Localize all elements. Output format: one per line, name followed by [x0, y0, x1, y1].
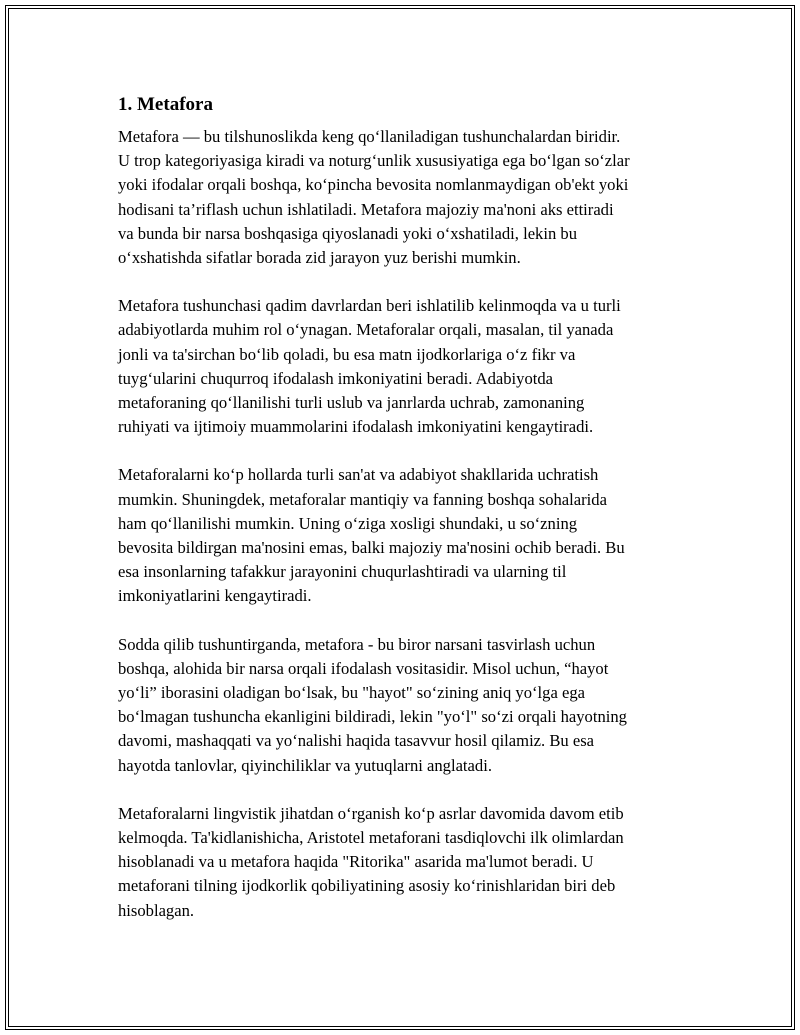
paragraph	[118, 633, 718, 778]
paragraph-line: tuyg‘ularini chuqurroq ifodalash imkoniyatini beradi. Adabiyotda	[118, 368, 554, 388]
paragraph-line: bevosita bildirgan ma'nosini emas, balki majoziy ma'nosini ochib beradi. Bu	[118, 538, 625, 558]
paragraph-line: hodisani ta’riflash uchun ishlatiladi. Metafora majoziy ma'noni aks ettiradi	[118, 199, 614, 219]
paragraph-line: o‘xshatishda sifatlar borada zid jarayon yuz berishi mumkin.	[118, 248, 521, 268]
paragraph-line: boshqa, alohida bir narsa orqali ifodalash vositasidir. Misol uchun, “hayot	[118, 658, 609, 678]
paragraph-line: yo‘li” iborasini oladigan bo‘lsak, bu "hayot" so‘zining aniq yo‘lga ega	[118, 683, 585, 703]
paragraph-line: U trop kategoriyasiga kiradi va noturg‘unlik xususiyatiga ega bo‘lgan so‘zlar	[118, 151, 630, 171]
paragraph-line: Metafora tushunchasi qadim davrlardan beri ishlatilib kelinmoqda va u turli	[118, 296, 621, 316]
paragraph	[118, 125, 718, 270]
paragraph	[118, 802, 718, 923]
document-body	[118, 93, 718, 947]
paragraph-line: metaforaning qo‘llanilishi turli uslub va janrlarda uchrab, zamonaning	[118, 393, 585, 413]
paragraph-line: va bunda bir narsa boshqasiga qiyoslanadi yoki o‘xshatiladi, lekin bu	[118, 223, 578, 243]
paragraph	[118, 294, 718, 439]
paragraph-line: Sodda qilib tushuntirganda, metafora - bu biror narsani tasvirlash uchun	[118, 634, 596, 654]
paragraph-line: metaforani tilning ijodkorlik qobiliyatining asosiy ko‘rinishlaridan biri deb	[118, 876, 616, 896]
paragraph-line: davomi, mashaqqati va yo‘nalishi haqida tasavvur hosil qilamiz. Bu esa	[118, 731, 595, 751]
paragraph-line: Metaforalarni ko‘p hollarda turli san'at va adabiyot shakllarida uchratish	[118, 465, 599, 485]
paragraph-line: Metafora — bu tilshunoslikda keng qo‘llaniladigan tushunchalardan biridir.	[118, 127, 621, 146]
paragraph-line: hisoblanadi va u metafora haqida "Ritorika" asarida ma'lumot beradi. U	[118, 852, 594, 872]
paragraph	[118, 463, 718, 608]
paragraph-line: Metaforalarni lingvistik jihatdan o‘rganish ko‘p asrlar davomida davom etib	[118, 803, 624, 823]
section-heading: 1. Metafora	[118, 94, 213, 115]
paragraph-line: hayotda tanlovlar, qiyinchiliklar va yutuqlarni anglatadi.	[118, 755, 492, 775]
paragraph-line: hisoblagan.	[118, 900, 195, 920]
paragraph-line: jonli va ta'sirchan bo‘lib qoladi, bu esa matn ijodkorlariga o‘z fikr va	[118, 344, 576, 364]
paragraph-line: mumkin. Shuningdek, metaforalar mantiqiy va fanning boshqa sohalarida	[118, 489, 607, 509]
paragraph-line: yoki ifodalar orqali boshqa, ko‘pincha bevosita nomlanmaydigan ob'ekt yoki	[118, 175, 629, 195]
paragraph-line: ham qo‘llanilishi mumkin. Uning o‘ziga xosligi shundaki, u so‘zning	[118, 513, 578, 533]
paragraph-list	[118, 125, 718, 923]
paragraph-line: ruhiyati va ijtimoiy muammolarini ifodalash imkoniyatini kengaytiradi.	[118, 417, 594, 437]
paragraph-line: adabiyotlarda muhim rol o‘ynagan. Metaforalar orqali, masalan, til yanada	[118, 320, 614, 340]
paragraph-line: esa insonlarning tafakkur jarayonini chuqurlashtiradi va ularning til	[118, 562, 567, 582]
paragraph-line: kelmoqda. Ta'kidlanishicha, Aristotel metaforani tasdiqlovchi ilk olimlardan	[118, 828, 624, 848]
paragraph-line: bo‘lmagan tushuncha ekanligini bildiradi, lekin "yo‘l" so‘zi orqali hayotning	[118, 707, 627, 727]
paragraph-line: imkoniyatlarini kengaytiradi.	[118, 586, 312, 606]
